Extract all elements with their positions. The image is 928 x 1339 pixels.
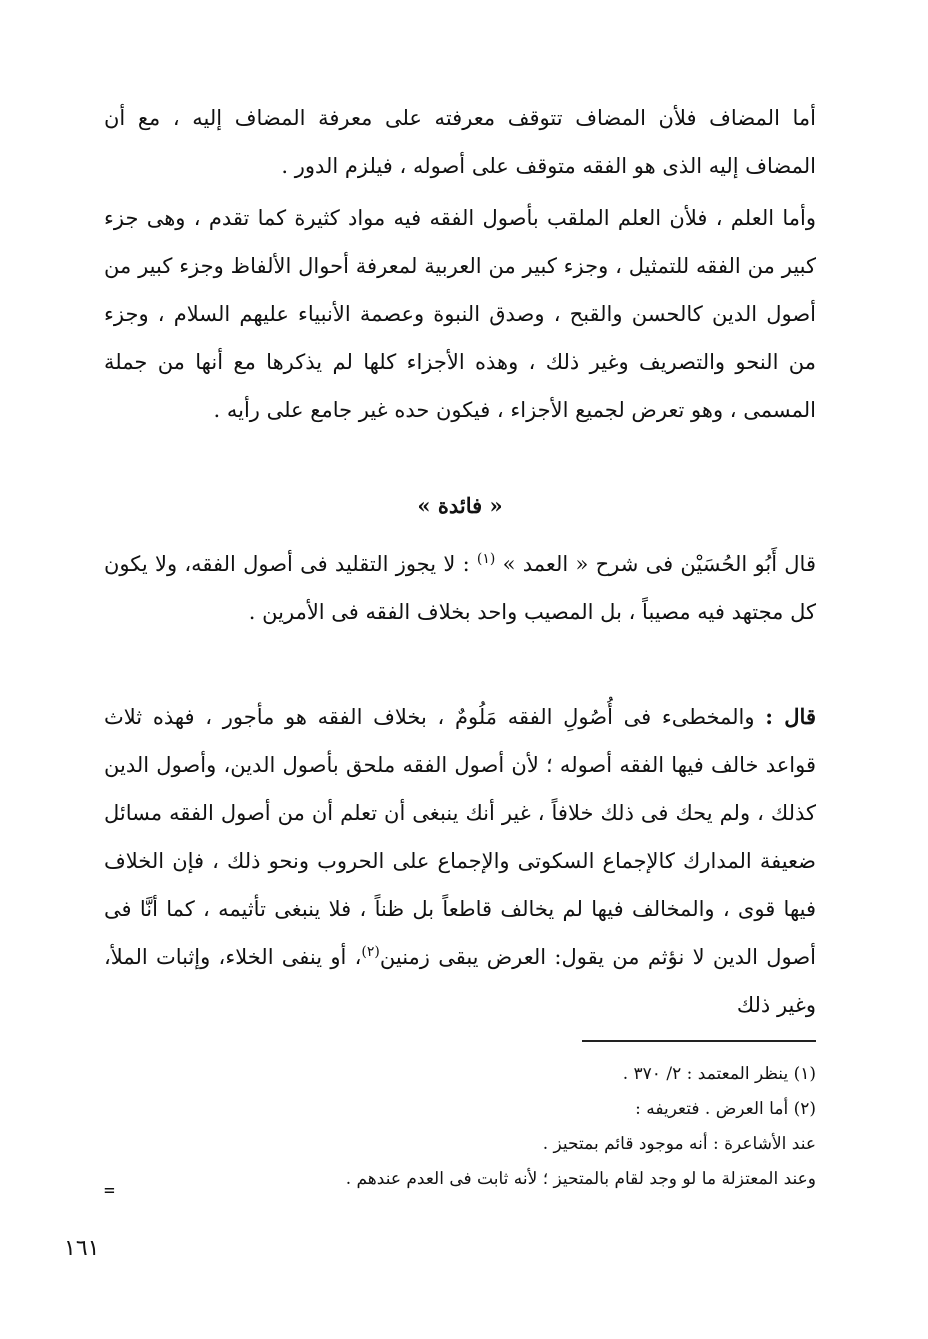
page-number: ١٦١ [64, 1236, 100, 1261]
footnotes [104, 1057, 816, 1197]
paragraph-4-text-a: والمخطىء فى أُصُولِ الفقه مَلُومٌ ، بخلاف الفقه هو مأجور ، فهذه ثلاث قواعد خالف فيها الفقه أصوله ؛ لأن أصول الفقه ملحق بأصول الدين، وأصول الدين كذلك ، ولم يحك فى ذلك خلافاً ، غير أنك ينبغى أن تعلم أن من أصول الفقه مسائل ضعيفة المدارك كالإجماع السكوتى والإجماع على الحروب ونحو ذلك ، فإن الخلاف فيها قوى ، والمخالف فيها لم يخالف قاطعاً بل ظناً ، فلا ينبغى تأثيمه ، كما أنَّا فى أصول الدين لا نؤثم من يقول: العرض يبقى زمنين [104, 705, 816, 969]
footnote-ref-1: (١) [476, 551, 496, 567]
paragraph-4-text-b: ، أو ينفى الخلاء، وإثبات الملأ، وغير ذلك [104, 945, 816, 1017]
paragraph-4 [104, 693, 816, 1029]
paragraph-2: وأما العلم ، فلأن العلم الملقب بأصول الفقه فيه مواد كثيرة كما تقدم ، وهى جزء كبير من الفقه للتمثيل ، وجزء كبير من العربية لمعرفة أحوال الألفاظ وجزء كبير من أصول الدين كالحسن والقبح ، وصدق النبوة وعصمة الأنبياء عليهم السلام ، وجزء من النحو والتصريف وغير ذلك ، وهذه الأجزاء كلها لم يذكرها مع أنها من جملة المسمى ، وهو تعرض لجميع الأجزاء ، فيكون حده غير جامع على رأيه . [104, 206, 816, 422]
paragraph-3 [104, 540, 816, 636]
paragraph-3-text-a: قال أَبُو الحُسَيْن فى شرح « العمد » [495, 552, 816, 576]
footnote-ref-2: (٢) [361, 944, 380, 960]
paragraph-1: أما المضاف فلأن المضاف تتوقف معرفته على معرفة المضاف إليه ، مع أن المضاف إليه الذى هو الفقه متوقف على أصوله ، فيلزم الدور . [104, 106, 816, 178]
footnote-2: (٢) أما العرض . فتعريفه : [635, 1099, 816, 1119]
paragraph-3-text-b: : لا يجوز التقليد فى أصول الفقه، ولا يكون كل مجتهد فيه مصيباً ، بل المصيب واحد بخلاف الفقه فى الأمرين . [104, 552, 816, 624]
footnote-1: (١) ينظر المعتمد : ٢/ ٣٧٠ . [622, 1064, 816, 1084]
paragraph-4-lead: قال : [765, 704, 816, 729]
footnote-2-line-3: وعند المعتزلة ما لو وجد لقام بالمتحيز ؛ لأنه ثابت فى العدم عندهم . [345, 1169, 816, 1189]
footnote-2-line-2: عند الأشاعرة : أنه موجود قائم بمتحيز . [542, 1134, 816, 1154]
section-heading: « فائدة » [417, 493, 503, 518]
footnote-divider [582, 1040, 816, 1042]
continuation-mark: = [104, 1180, 115, 1201]
